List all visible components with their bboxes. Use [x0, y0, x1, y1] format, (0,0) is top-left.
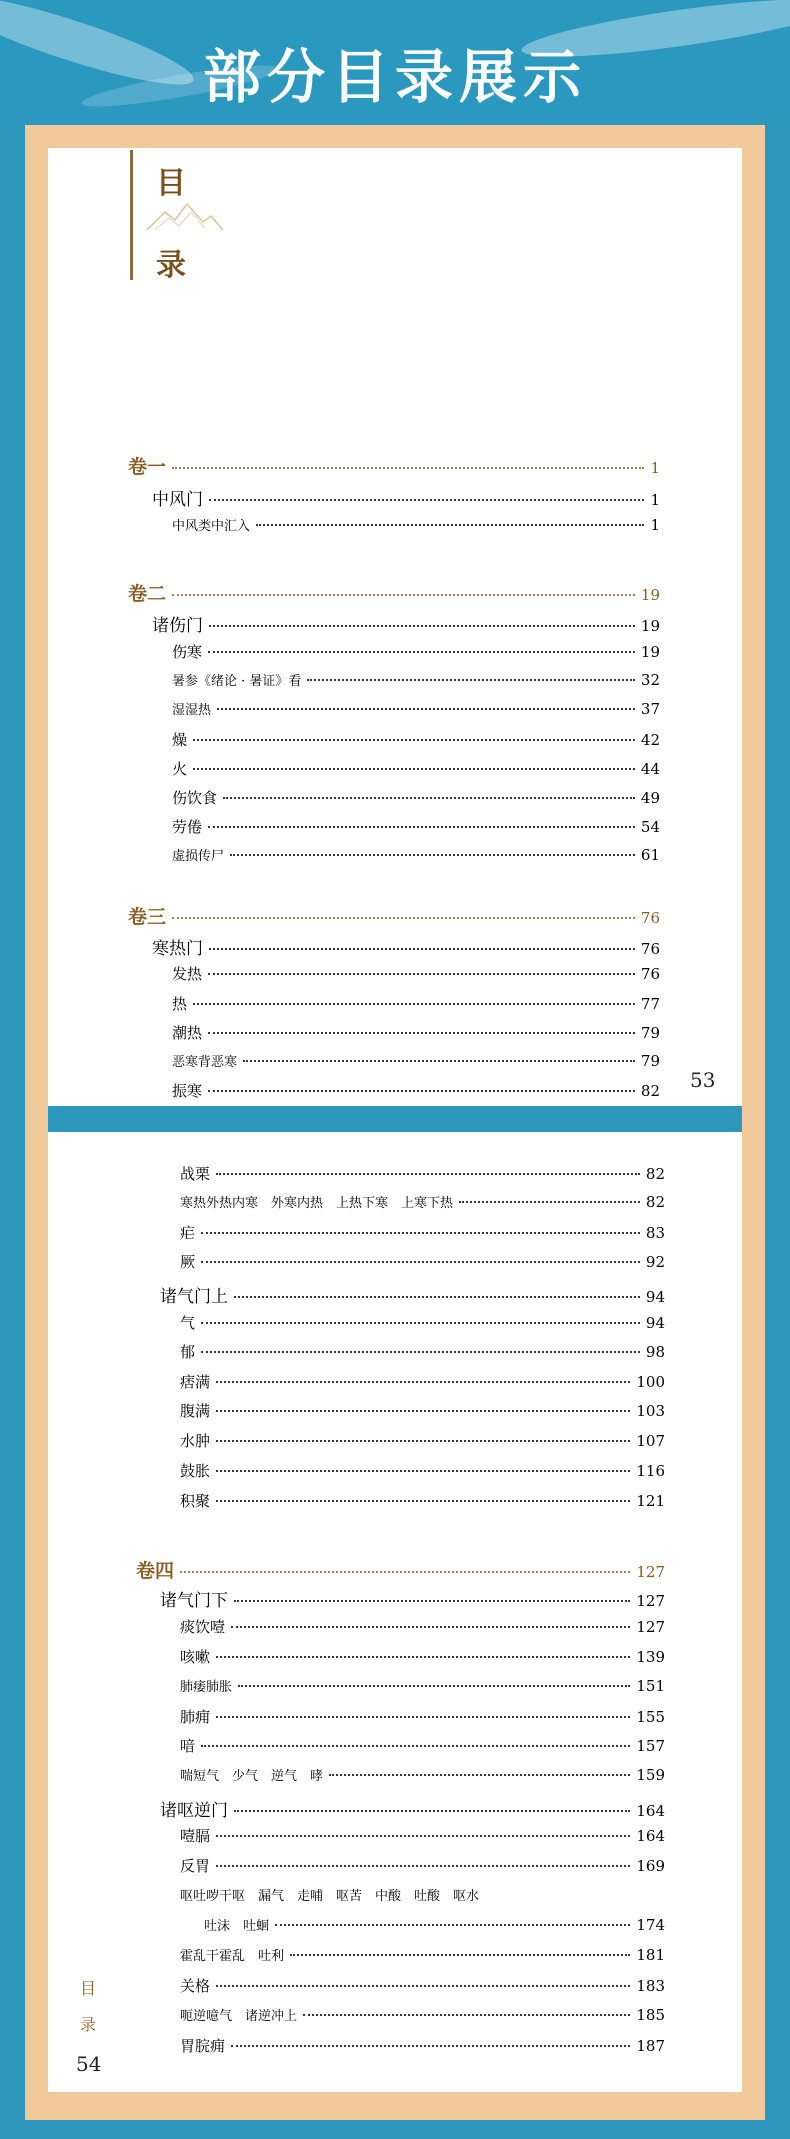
toc-entry-row: [180, 1371, 665, 1392]
toc-entry-label: 喑: [180, 1737, 196, 1755]
toc-entry-label: 吐沫 吐蛔: [204, 1919, 270, 1934]
toc-page-number: 82: [640, 1082, 660, 1100]
toc-page-number: 32: [640, 671, 660, 689]
toc-entry-row: [152, 934, 660, 959]
toc-entry-label: 劳倦: [172, 818, 203, 836]
toc-entry-label: 鼓胀: [180, 1462, 211, 1480]
banner-title: 部分目录展示: [202, 43, 587, 111]
dot-leader: [208, 973, 635, 975]
toc-entry-row: [172, 670, 660, 689]
dot-leader: [208, 651, 635, 653]
toc-page-number: 174: [636, 1916, 665, 1934]
toc-page-number: 37: [640, 700, 660, 718]
toc-entry-label: 诸气门下: [160, 1591, 228, 1611]
toc-entry-label: 肺痿肺胀: [180, 1680, 233, 1695]
toc-entry-label: 振寒: [172, 1082, 203, 1100]
toc-page-number: 94: [645, 1288, 665, 1306]
toc-entry-label: 伤寒: [172, 643, 203, 661]
dot-leader: [216, 1500, 630, 1502]
toc-entry-row: [172, 1022, 660, 1043]
toc-entry-label: 湿湿热: [172, 703, 212, 718]
toc-entry-row: [180, 2035, 665, 2056]
dot-leader: [231, 2045, 630, 2047]
toc-entry-label: 虚损传尸: [172, 849, 225, 864]
heading-bottom-char: 录: [156, 248, 186, 283]
toc-entry-label: 寒热外热内寒 外寒内热 上热下寒 上寒下热: [180, 1196, 454, 1211]
toc-entry-label: 伤饮食: [172, 789, 218, 807]
toc-entry-label: 痰饮噎: [180, 1618, 226, 1636]
toc-page-number: 127: [636, 1618, 665, 1636]
dot-leader: [223, 797, 635, 799]
toc-entry-row: [172, 758, 660, 779]
toc-page-number: 185: [636, 2006, 665, 2024]
toc-entry-row: [172, 641, 660, 662]
dot-leader: [216, 1173, 640, 1175]
dot-leader: [275, 1924, 630, 1926]
heading-top-char: 目: [156, 166, 186, 201]
dot-leader: [216, 1656, 630, 1658]
toc-page-number: 155: [636, 1708, 665, 1726]
toc-page-number: 127: [636, 1592, 665, 1610]
toc-entry-label: 霍乱干霍乱 吐利: [180, 1949, 285, 1964]
toc-entry-label: 反胃: [180, 1857, 211, 1875]
toc-entry-label: 积聚: [180, 1492, 211, 1510]
toc-entry-label: 郁: [180, 1343, 196, 1361]
toc-entry-label: 水肿: [180, 1432, 211, 1450]
toc-page-number: 1: [650, 516, 660, 534]
dot-leader: [208, 1090, 635, 1092]
toc-entry-row: [180, 1706, 665, 1727]
heading-rule: [130, 150, 133, 280]
toc-entry-row: [180, 1855, 665, 1876]
toc-page-number: 83: [645, 1224, 665, 1242]
toc-entry-row: [180, 1430, 665, 1451]
toc-entry-row: [180, 1975, 665, 1996]
toc-entry-row: [172, 515, 660, 534]
toc-entry-label: 诸呕逆门: [160, 1801, 228, 1821]
dot-leader: [216, 1865, 630, 1867]
toc-entry-label: 发热: [172, 965, 203, 983]
toc-entry-row: [172, 816, 660, 837]
footer-top-char: 目: [80, 1979, 97, 1998]
toc-page-number: 183: [636, 1977, 665, 1995]
toc-page-number: 157: [636, 1737, 665, 1755]
toc-page-number: 181: [636, 1946, 665, 1964]
toc-entry-label: 火: [172, 760, 188, 778]
toc-page-number: 79: [640, 1024, 660, 1042]
toc-page-number: 76: [640, 965, 660, 983]
toc-page-number: 49: [640, 789, 660, 807]
toc-entry-label: 关格: [180, 1977, 211, 1995]
toc-entry-label: 战栗: [180, 1165, 211, 1183]
toc-entry-row: [172, 699, 660, 718]
toc-entry-row: [152, 611, 660, 636]
toc-entry-label: 喘短气 少气 逆气 哮: [180, 1769, 324, 1784]
toc-entry-label: 卷四: [136, 1560, 175, 1582]
dot-leader: [234, 1810, 630, 1812]
dot-leader: [172, 594, 635, 596]
toc-volume-row: [128, 452, 660, 479]
toc-page-number: 92: [645, 1253, 665, 1271]
toc-entry-row: [180, 1400, 665, 1421]
toc-entry-row: [180, 1735, 665, 1756]
toc-page-number: 19: [640, 617, 660, 635]
toc-entry-label: 咳嗽: [180, 1648, 211, 1666]
toc-entry-row: [160, 1282, 665, 1307]
dot-leader: [180, 1571, 630, 1573]
dot-leader: [193, 768, 635, 770]
toc-entry-row: [172, 845, 660, 864]
dot-leader: [216, 1381, 630, 1383]
toc-page-number: 159: [636, 1766, 665, 1784]
toc-page-number: 169: [636, 1857, 665, 1875]
page-number-53: 53: [690, 1068, 716, 1092]
toc-entry-label: 诸气门上: [160, 1287, 228, 1307]
toc-entry-row: [172, 787, 660, 808]
toc-page-number: 79: [640, 1052, 660, 1070]
toc-entry-row: [180, 1460, 665, 1481]
toc-entry-row: [180, 1341, 665, 1362]
toc-page-number: 76: [640, 940, 660, 958]
toc-entry-label: 中风类中汇入: [172, 519, 251, 534]
banner: [0, 0, 790, 125]
dot-leader: [216, 1985, 630, 1987]
toc-page-number: 103: [636, 1402, 665, 1420]
toc-entry-row: [160, 1796, 665, 1821]
toc-entry-row: [180, 1676, 665, 1695]
toc-page-number: 116: [636, 1462, 665, 1480]
toc-page-number: 61: [640, 846, 660, 864]
toc-page-number: 82: [645, 1165, 665, 1183]
toc-entry-row: [180, 1616, 665, 1637]
toc-entry-label: 寒热门: [152, 939, 203, 959]
dot-leader: [290, 1954, 630, 1956]
dot-leader: [201, 1351, 640, 1353]
dot-leader: [231, 1626, 630, 1628]
toc-entry-label: 诸伤门: [152, 616, 203, 636]
toc-entry-row: [180, 1825, 665, 1846]
toc-entry-label: 痞满: [180, 1373, 211, 1391]
toc-entry-label: 气: [180, 1314, 196, 1332]
dot-leader: [201, 1322, 640, 1324]
toc-volume-row: [128, 902, 660, 929]
toc-page-number: 82: [645, 1193, 665, 1211]
toc-volume-row: [136, 1556, 665, 1583]
toc-volume-row: [128, 579, 660, 606]
dot-leader: [329, 1774, 630, 1776]
toc-entry-label: 疟: [180, 1224, 196, 1242]
dot-leader: [201, 1232, 640, 1234]
dot-leader: [459, 1201, 640, 1203]
dot-leader: [230, 854, 635, 856]
toc-page-number: 100: [636, 1373, 665, 1391]
toc-entry-label: 卷三: [128, 906, 167, 928]
toc-page-number: 164: [636, 1802, 665, 1820]
dot-leader: [193, 1003, 635, 1005]
dot-leader: [208, 1032, 635, 1034]
dot-leader: [172, 467, 644, 469]
toc-page-number: 42: [640, 731, 660, 749]
toc-entry-label: 肺痈: [180, 1708, 211, 1726]
toc-entry-label: 恶寒背恶寒: [172, 1055, 238, 1070]
toc-entry-row: [160, 1586, 665, 1611]
toc-page-number: 164: [636, 1827, 665, 1845]
toc-entry-row: [180, 1312, 665, 1333]
toc-entry-label: 暑参《绪论 · 暑证》看: [172, 674, 302, 689]
toc-entry-row: [180, 1765, 665, 1784]
toc-page-number: 107: [636, 1432, 665, 1450]
dot-leader: [256, 524, 644, 526]
toc-entry-row: [180, 1192, 665, 1211]
toc-page-number: 94: [645, 1314, 665, 1332]
dot-leader: [307, 679, 635, 681]
toc-page-number: 127: [636, 1563, 665, 1581]
dot-leader: [201, 1261, 640, 1263]
dot-leader: [234, 1600, 630, 1602]
dot-leader: [208, 826, 635, 828]
toc-page-number: 77: [640, 995, 660, 1013]
toc-page-number: 19: [640, 586, 660, 604]
dot-leader: [216, 1470, 630, 1472]
toc-page-number: 139: [636, 1648, 665, 1666]
toc-page-number: 98: [645, 1343, 665, 1361]
toc-page-number: 1: [650, 491, 660, 509]
toc-entry-label: 噎膈: [180, 1827, 211, 1845]
toc-entry-row: [180, 1222, 665, 1243]
toc-page-number: 151: [636, 1677, 665, 1695]
toc-entry-label: 卷一: [128, 456, 167, 478]
dot-leader: [201, 1745, 630, 1747]
toc-entry-row: [180, 1163, 665, 1184]
toc-entry-label: 胃脘痈: [180, 2037, 226, 2055]
dot-leader: [238, 1685, 630, 1687]
toc-entry-label: 燥: [172, 731, 188, 749]
toc-page-number: 76: [640, 909, 660, 927]
dot-leader: [209, 499, 644, 501]
dot-leader: [303, 2014, 630, 2016]
dot-leader: [234, 1296, 640, 1298]
dot-leader: [216, 1716, 630, 1718]
toc-page-number: 187: [636, 2037, 665, 2055]
dot-leader: [216, 1440, 630, 1442]
dot-leader: [243, 1060, 635, 1062]
page-number-54: 54: [76, 2052, 102, 2076]
toc-entry-label: 卷二: [128, 583, 167, 605]
dot-leader: [209, 948, 635, 950]
dot-leader: [216, 1410, 630, 1412]
page-divider: [48, 1106, 742, 1132]
dot-leader: [209, 625, 635, 627]
toc-entry-row: [204, 1915, 665, 1934]
dot-leader: [193, 739, 635, 741]
toc-entry-row: [172, 963, 660, 984]
toc-entry-label: 腹满: [180, 1402, 211, 1420]
toc-page-number: 121: [636, 1492, 665, 1510]
toc-entry-row: [180, 2005, 665, 2024]
toc-entry-row: [180, 1646, 665, 1667]
toc-entry-label: 厥: [180, 1253, 196, 1271]
toc-entry-row: [172, 1051, 660, 1070]
toc-page-number: 1: [650, 459, 660, 477]
footer-bottom-char: 录: [80, 2015, 97, 2034]
mountain-icon: [145, 198, 225, 234]
toc-entry-label: 热: [172, 995, 188, 1013]
toc-entry-label: 呃逆噫气 诸逆冲上: [180, 2009, 298, 2024]
toc-entry-row: [180, 1885, 665, 1904]
toc-entry-row: [172, 1080, 660, 1101]
toc-entry-row: [180, 1251, 665, 1272]
toc-entry-label: 潮热: [172, 1024, 203, 1042]
toc-page-number: 44: [640, 760, 660, 778]
toc-page-number: 54: [640, 818, 660, 836]
toc-entry-row: [172, 729, 660, 750]
toc-entry-label: 中风门: [152, 490, 203, 510]
toc-entry-row: [180, 1490, 665, 1511]
toc-page-number: 19: [640, 643, 660, 661]
toc-entry-row: [180, 1945, 665, 1964]
toc-entry-row: [152, 485, 660, 510]
dot-leader: [172, 917, 635, 919]
toc-entry-row: [172, 993, 660, 1014]
dot-leader: [217, 708, 635, 710]
dot-leader: [216, 1835, 630, 1837]
toc-entry-label: 呕吐哕干呕 漏气 走哺 呕苦 中酸 吐酸 呕水: [180, 1889, 480, 1904]
